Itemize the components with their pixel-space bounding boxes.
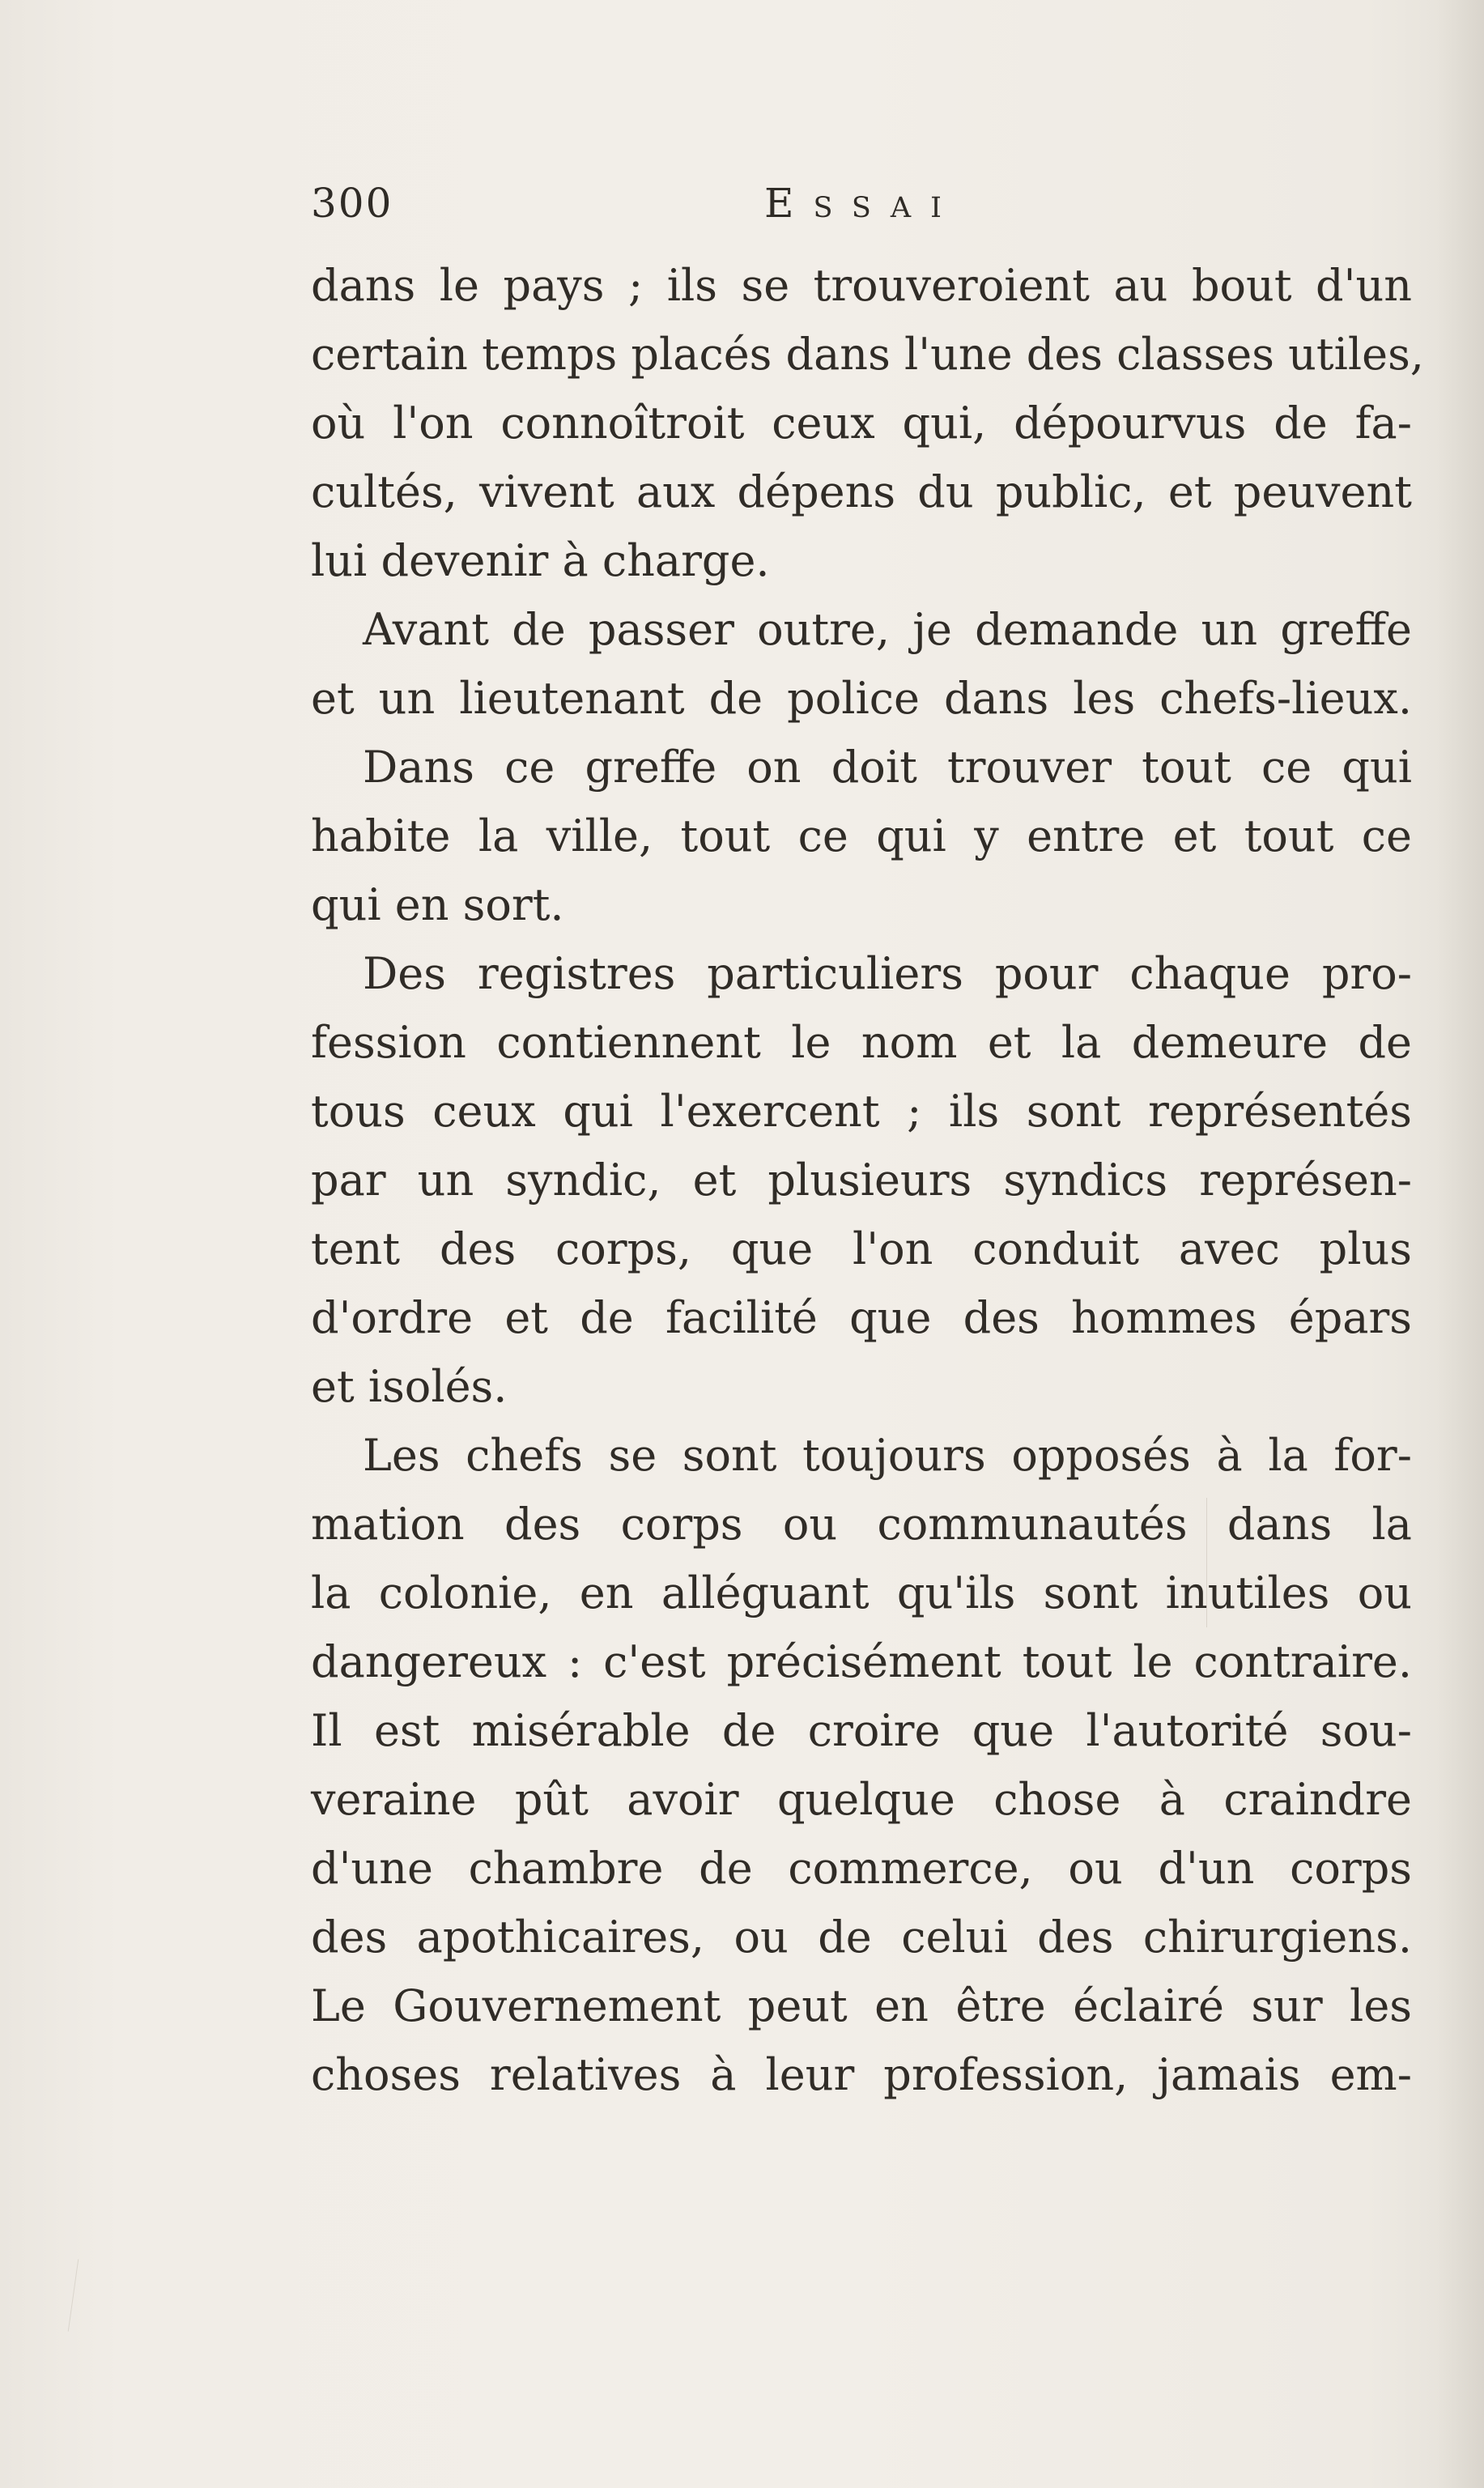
text-line: d'une chambre de commerce, ou d'un corps (311, 1843, 1412, 1894)
text-line: tent des corps, que l'on conduit avec plus (311, 1223, 1412, 1274)
paragraph-start-line: Avant de passer outre, je demande un greffe (363, 604, 1412, 655)
text-line: où l'on connoîtroit ceux qui, dépourvus de fa- (311, 398, 1412, 449)
text-line: dangereux : c'est précisément tout le contraire. (311, 1636, 1412, 1687)
page-edge-shadow (1435, 0, 1484, 2488)
text-line: choses relatives à leur profession, jamais em- (311, 2049, 1412, 2100)
text-line: tous ceux qui l'exercent ; ils sont représentés (311, 1086, 1412, 1137)
text-line: la colonie, en alléguant qu'ils sont inutiles ou (311, 1567, 1412, 1618)
text-line: veraine pût avoir quelque chose à craindre (311, 1774, 1412, 1825)
text-line: fession contiennent le nom et la demeure de (311, 1017, 1412, 1068)
paragraph-start-line: Dans ce greffe on doit trouver tout ce qui (363, 742, 1412, 793)
text-line: qui en sort. (311, 879, 564, 930)
text-line: cultés, vivent aux dépens du public, et peuvent (311, 466, 1412, 517)
paragraph-start-line: Les chefs se sont toujours opposés à la for- (363, 1430, 1412, 1481)
paper-mark (68, 2259, 79, 2331)
text-line: certain temps placés dans l'une des classes utiles, (311, 329, 1424, 380)
text-line: Le Gouvernement peut en être éclairé sur les (311, 1980, 1412, 2031)
running-title: Essai (764, 180, 961, 227)
page-header (311, 180, 1412, 245)
text-line: des apothicaires, ou de celui des chirurgiens. (311, 1912, 1412, 1963)
text-line: et isolés. (311, 1361, 508, 1412)
text-line: Il est misérable de croire que l'autorité sou- (311, 1705, 1412, 1756)
body-text (311, 251, 1424, 2109)
text-line: lui devenir à charge. (311, 535, 770, 586)
text-line: mation des corps ou communautés dans la (311, 1499, 1412, 1550)
text-line: d'ordre et de facilité que des hommes épars (311, 1292, 1412, 1343)
text-line: et un lieutenant de police dans les chefs-lieux. (311, 673, 1412, 724)
text-line: par un syndic, et plusieurs syndics représen- (311, 1155, 1412, 1206)
text-line: dans le pays ; ils se trouveroient au bout d'un (311, 260, 1412, 311)
page-number: 300 (311, 180, 393, 227)
paragraph-start-line: Des registres particuliers pour chaque pro- (363, 948, 1412, 999)
text-line: habite la ville, tout ce qui y entre et tout ce (311, 810, 1412, 861)
